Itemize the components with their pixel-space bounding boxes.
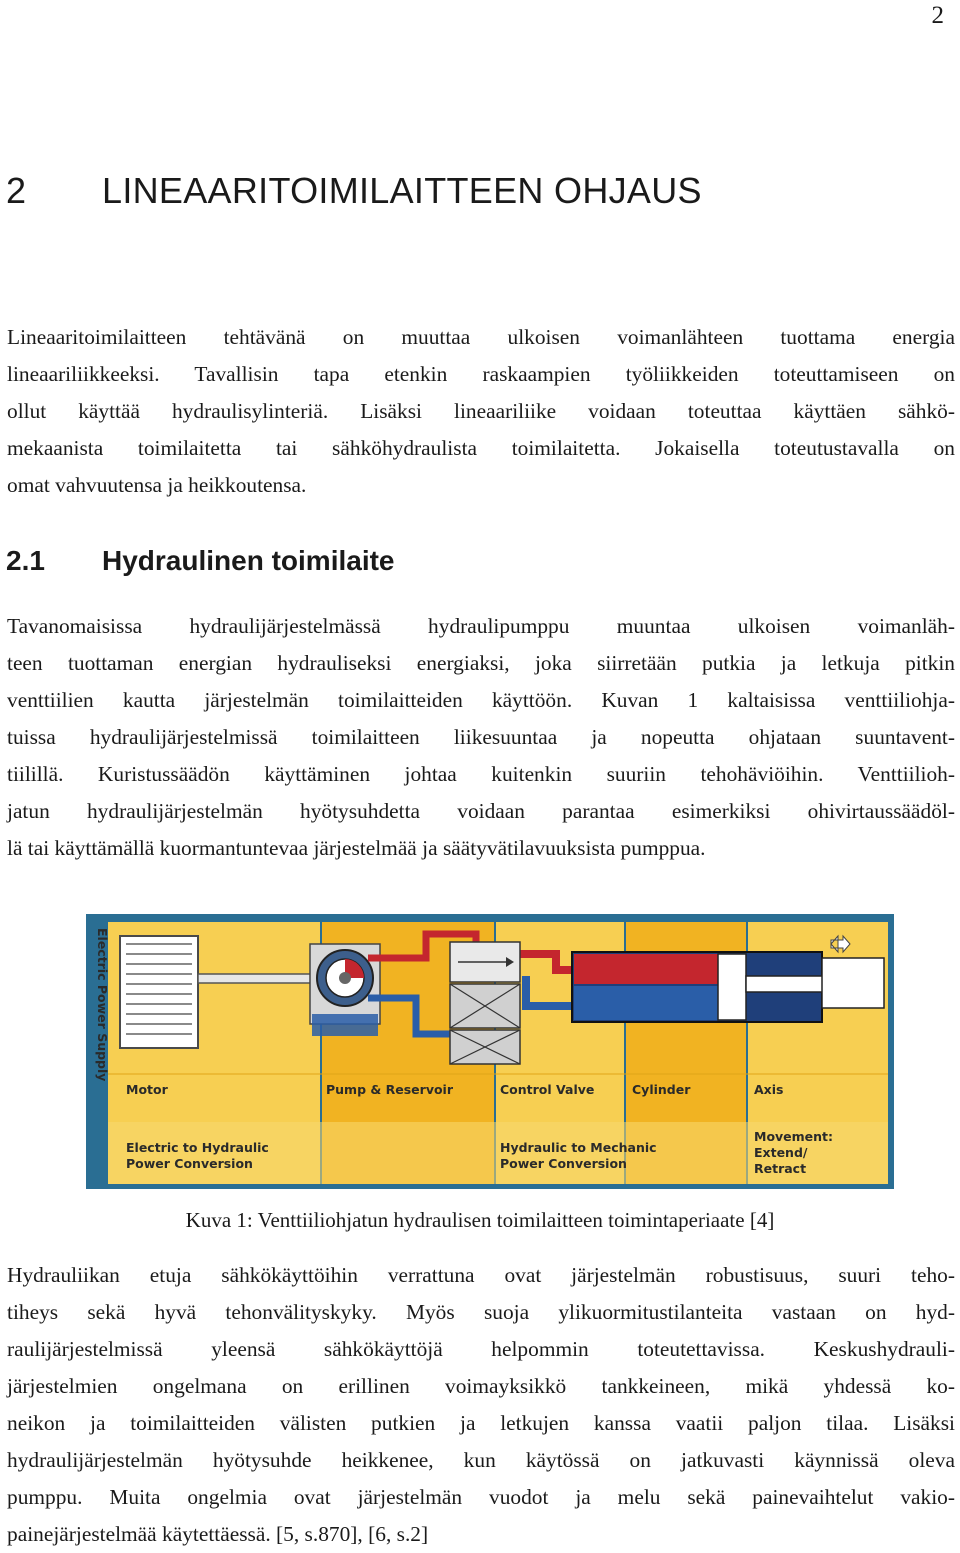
chapter-title-text: LINEAARITOIMILAITTEEN OHJAUS [102,170,702,211]
text-line: teen tuottaman energian hydrauliseksi energiaksi, joka siirretään putkia ja letkuja pitkin [7,651,955,675]
side-label: Electric Power Supply [95,928,110,1082]
text-line: lineaariliikkeeksi. Tavallisin tapa etenkin raskaampien työliikkeiden toteuttamiseen on [7,362,955,386]
movement-label: Extend/ [754,1145,808,1160]
conversion-label: Electric to Hydraulic [126,1140,269,1155]
text-line: tuissa hydraulijärjestelmissä toimilaitteen liikesuuntaa ja nopeutta ohjataan suuntavent- [7,725,955,749]
text-line: pumppu. Muita ongelmia ovat järjestelmän vuodot ja melu sekä painevaihtelut vakio- [7,1485,955,1509]
text-line: tiheys sekä hyvä tehonvälityskyky. Myös suoja ylikuormitustilanteita vastaan on hyd- [7,1300,955,1324]
hydraulic-system-figure [86,914,894,1189]
section-title-text: Hydraulinen toimilaite [102,545,395,576]
stage-label: Pump & Reservoir [326,1082,454,1097]
closing-paragraph [7,1257,955,1553]
text-line: Hydrauliikan etuja sähkökäyttöihin verrattuna ovat järjestelmän robustisuus, suuri teho- [7,1263,955,1287]
stage-label: Axis [754,1082,784,1097]
text-line: painejärjestelmää käytettäessä. [5, s.870], [6, s.2] [7,1522,429,1546]
page-number: 2 [931,2,944,29]
control-valve-icon [450,942,520,1064]
stage-label: Control Valve [500,1082,595,1097]
chapter-title [6,170,702,212]
text-line: järjestelmien ongelmana on erillinen voimayksikkö tankkeineen, mikä yhdessä ko- [7,1374,955,1398]
conversion-label: Hydraulic to Mechanic [500,1140,657,1155]
text-line: jatun hydraulijärjestelmän hyötysuhdetta voidaan parantaa esimerkiksi ohivirtaussäädöl- [7,799,955,823]
section-number: 2.1 [6,545,45,576]
text-line: tiilillä. Kuristussäädön käyttäminen johtaa kuitenkin suuriin tehohäviöihin. Venttiilioh- [7,762,955,786]
text-line: venttiilien kautta järjestelmän toimilaitteiden käyttöön. Kuvan 1 kaltaisissa venttiiliohja- [7,688,955,712]
text-line: hydraulijärjestelmän hyötysuhde heikkenee, kun käytössä on jatkuvasti käynnissä oleva [7,1448,955,1472]
stage-label: Cylinder [632,1082,691,1097]
stage-label: Motor [126,1082,168,1097]
figure-caption: Kuva 1: Venttiiliohjatun hydraulisen toimilaitteen toimintaperiaate [4] [185,1208,775,1232]
chapter-number: 2 [6,170,27,211]
text-line: lä tai käyttämällä kuormantuntevaa järjestelmää ja säätyvätilavuuksista pumppua. [7,836,706,860]
text-line: omat vahvuutensa ja heikkoutensa. [7,473,307,497]
conversion-label: Power Conversion [500,1156,627,1171]
text-line: neikon ja toimilaitteiden välisten putkien ja letkujen kanssa vaatii paljon tilaa. Lisäksi [7,1411,955,1435]
intro-paragraph [7,319,955,504]
section-title [6,545,395,577]
text-line: raulijärjestelmissä yleensä sähkökäyttöjä helpommin toteutettavissa. Keskushydrauli- [7,1337,955,1361]
movement-label: Retract [754,1161,807,1176]
movement-label: Movement: [754,1129,834,1144]
conversion-label: Power Conversion [126,1156,253,1171]
text-line: Lineaaritoimilaitteen tehtävänä on muuttaa ulkoisen voimanlähteen tuottama energia [7,325,955,349]
section-paragraph [7,608,955,867]
text-line: ollut käyttää hydraulisylinteriä. Lisäksi lineaariliike voidaan toteuttaa käyttäen sähkö- [7,399,955,423]
text-line: Tavanomaisissa hydraulijärjestelmässä hydraulipumppu muuntaa ulkoisen voimanläh- [7,614,955,638]
text-line: mekaanista toimilaitetta tai sähköhydraulista toimilaitetta. Jokaisella toteutustavalla on [7,436,955,460]
